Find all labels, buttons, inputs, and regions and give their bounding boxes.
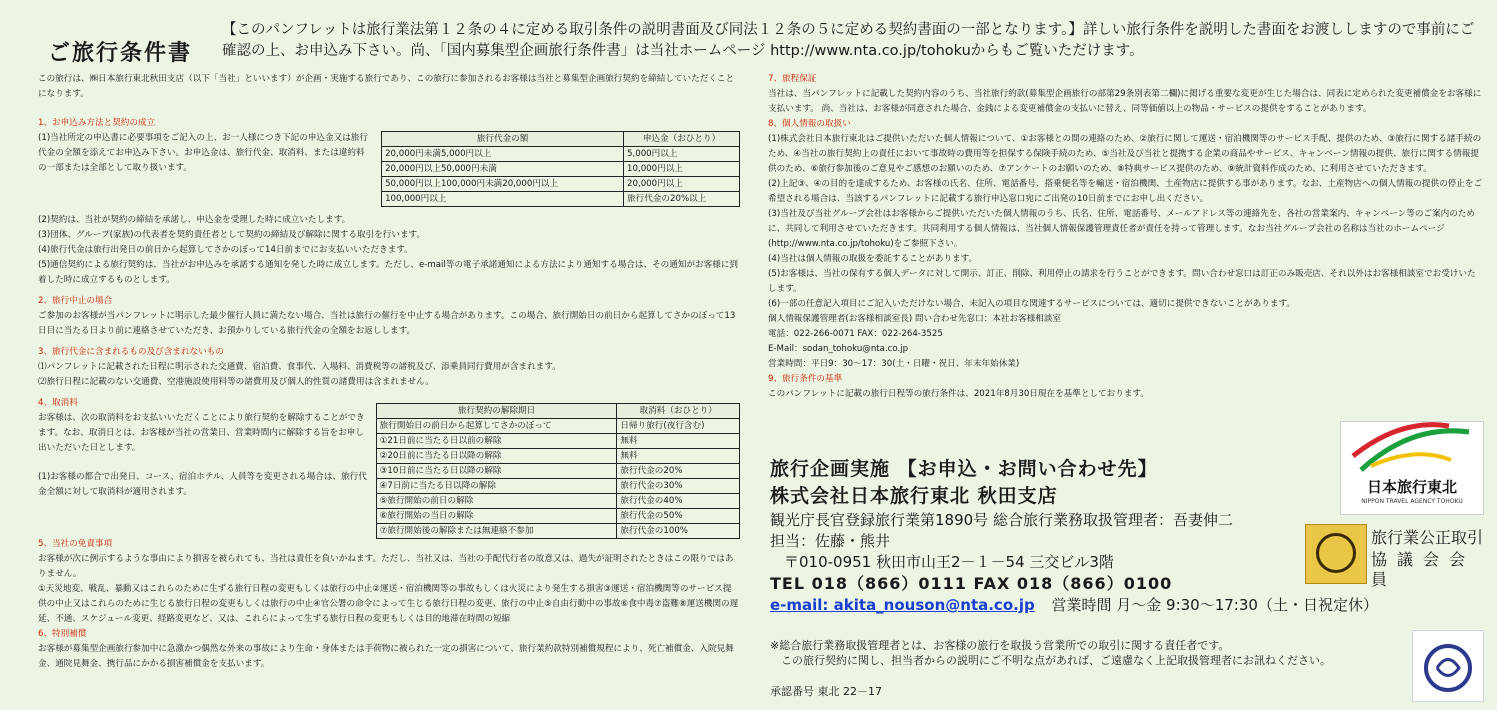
- table-row: [376, 479, 739, 494]
- privacy-manager: 個人情報保護管理者(お客様相談室長) 問い合わせ先窓口：本社お客様相談室: [768, 314, 1062, 324]
- table-header: 旅行代金の額: [382, 132, 624, 147]
- list-item: (5)通信契約による旅行契約は、当社がお申込みを承諾する通知を発した時に成立します。ただし、e-mail等の電子承諾通知による方法により通知する場合は、その通知がお客様に到着した時に成立するものとします。: [38, 260, 739, 285]
- table-row: [376, 449, 739, 464]
- list-item: (3)当社及び当社グループ会社はお客様からご提供いただいた個人情報のうち、氏名、住所、電話番号、メールアドレス等の連絡先を、各社の営業案内、キャンペーン等のご案内のために、共同して利用させていただきます。共同利用する個人情報は、当社個人情報保護管理責任者が責任を持って管理します。なお当社グループ会社の名称は当社のホームページ(http://www.nta.co.jp/tohoku)をご参照下さい。: [768, 209, 1475, 249]
- table-cell: 100,000円以上: [382, 192, 624, 207]
- s4-text2: (1)お客様の都合で出発日、コース、宿泊ホテル、人員等を変更される場合は、旅行代金全額に対して取消料が適用されます。: [38, 472, 367, 497]
- s4-row: [38, 405, 740, 539]
- list-item: (4)旅行代金は旅行出発日の前日から起算してさかのぼって14日前までにお支払いいただきます。: [38, 245, 413, 255]
- contact-block: [770, 456, 1378, 616]
- email-link[interactable]: e-mail: akita_nouson@nta.co.jp: [770, 596, 1035, 614]
- staff-name: 担当：佐藤・熊井: [770, 532, 891, 550]
- table-row: [376, 509, 739, 524]
- list-item: (1)株式会社日本旅行東北はご提供いただいた個人情報について、①お客様との間の連絡のため、②旅行に関して運送・宿泊機関等のサービス手配、提供のため、③旅行に関する諸手続のため、④当社の旅行契約上の責任において事故時の費用等を担保する保険手続のため、⑤当社及び当社と提携する企業の商品やサービス、キャンペーン情報の提供、旅行に関する情報提供のため、⑥旅行参加後のご意見やご感想のお願いのため、⑦アンケートのお願いのため、⑧特典サービス提供のため、⑨統計資料作成のため、に利用させていただきます。: [768, 134, 1482, 174]
- table-cell: 10,000円以上: [624, 162, 740, 177]
- table-header-row: [376, 404, 739, 419]
- section-title: 2、旅行中止の場合: [38, 296, 113, 306]
- table-cell: ⑦旅行開始後の解除または無連絡不参加: [376, 524, 617, 539]
- s1-row: [38, 131, 740, 207]
- table-cell: 無料: [617, 434, 740, 449]
- section-title: 3、旅行代金に含まれるもの及び含まれないもの: [38, 347, 224, 357]
- footnote-line-1: ※総合旅行業務取扱管理者とは、お客様の旅行を取扱う営業所での取引に関する責任者です。: [770, 639, 1230, 652]
- right-column: [768, 72, 1483, 402]
- company-name: 株式会社日本旅行東北 秋田支店: [770, 485, 1058, 507]
- list-item: (4)当社は個人情報の取扱を委託することがあります。: [768, 254, 978, 264]
- notice-text: 【このパンフレットは旅行業法第１２条の４に定める取引条件の説明書面及び同法１２条の５に定める契約書面の一部となります。】詳しい旅行条件を説明した書面をお渡ししますので事前にご確認の上、お申込み下さい。尚、「国内募集型企画旅行条件書」は当社ホームページ http://www.nta.co.jp/tohokuからもご覧いただけます。: [222, 22, 1475, 59]
- table-cell: 50,000円以上100,000円未満20,000円以上: [382, 177, 624, 192]
- page-title: ご旅行条件書: [48, 41, 193, 66]
- s9-text: このパンフレットに記載の旅行日程等の旅行条件は、2021年8月30日現在を基準としております。: [768, 389, 1149, 399]
- table-header: 申込金（おひとり）: [624, 132, 740, 147]
- table-cell: ①21日前に当たる日以前の解除: [376, 434, 617, 449]
- table-cell: 20,000円以上: [624, 177, 740, 192]
- table-cell: 日帰り旅行(夜行含む): [617, 419, 740, 434]
- table-cell: 旅行代金の40%: [617, 494, 740, 509]
- list-item: (6)一部の任意記入項目にご記入いただけない場合、未記入の項目な関連するサービスについては、適切に提供できないことがあります。: [768, 299, 1295, 309]
- privacy-email: E-Mail：sodan_tohoku@nta.co.jp: [768, 344, 909, 354]
- ntb-logo-en: NIPPON TRAVEL AGENCY TOHOKU: [1361, 498, 1463, 505]
- deposit-table: [381, 131, 740, 207]
- table-cell: ②20日前に当たる日以降の解除: [376, 449, 617, 464]
- table-row: [382, 192, 740, 207]
- list-item: ⑵旅行日程に記載のない交通費、空港施設使用料等の諸費用及び個人的性質の諸費用は含まれません。: [38, 377, 434, 387]
- table-row: [376, 464, 739, 479]
- kousei-seal-icon: [1305, 524, 1367, 584]
- table-row: [376, 494, 739, 509]
- section-title: 9、旅行条件の基準: [768, 374, 843, 384]
- section-title: 6、特別補償: [38, 629, 87, 639]
- table-cell: 旅行代金の20%以上: [624, 192, 740, 207]
- s7-text: 当社は、当パンフレットに記載した契約内容のうち、当社旅行約款(募集型企画旅行の部第29条別表第二欄)に掲げる重要な変更が生じた場合は、同表に定められた変更補償金をお客様に支払います。 尚、当社は、お客様が同意された場合、金銭による変更補償金の支払いに替え、同等価値以上の物品・サービスの提供をすることがあります。: [768, 89, 1482, 114]
- list-item: ⑴パンフレットに記載された日程に明示された交通費、宿泊費、食事代、入場料、消費税等の諸税及び、添乗員同行費用が含まれます。: [38, 362, 561, 372]
- left-column: [38, 72, 740, 672]
- ntb-logo-text: 日本旅行東北: [1366, 478, 1457, 496]
- table-header: 取消料（おひとり）: [617, 404, 740, 419]
- table-row: [382, 147, 740, 162]
- approval-number: 承認番号 東北 22－17: [770, 685, 882, 698]
- table-row: [382, 162, 740, 177]
- table-cell: ⑤旅行開始の前日の解除: [376, 494, 617, 509]
- cancellation-table: [376, 403, 740, 539]
- table-row: [376, 434, 739, 449]
- footnote: [770, 638, 1390, 668]
- s5-text: お客様が次に例示するような事由により損害を被られても、当社は責任を負いかねます。ただし、当社又は、当社の手配代行者の故意又は、過失が証明されたときはこの限りではありません。: [38, 554, 734, 579]
- table-cell: 5,000円以上: [624, 147, 740, 162]
- privacy-phone: 電話：022-266-0071 FAX：022-264-3525: [768, 329, 943, 339]
- email-row: [770, 595, 1378, 616]
- section-title: 5、当社の免責事項: [38, 539, 113, 549]
- table-row: [376, 419, 739, 434]
- table-cell: 旅行代金の100%: [617, 524, 740, 539]
- section-title: 7、旅程保証: [768, 74, 817, 84]
- section-title: 8、個人情報の取扱い: [768, 119, 851, 129]
- table-cell: 旅行開始日の前日から起算してさかのぼって: [376, 419, 617, 434]
- business-hours: 営業時間 月～金 9:30～17:30（土・日祝定休）: [1051, 596, 1378, 614]
- table-header-row: [382, 132, 740, 147]
- table-cell: 20,000円以上50,000円未満: [382, 162, 624, 177]
- s4-text: お客様は、次の取消料をお支払いいただくことにより旅行契約を解除することができます。なお、取消日とは、お客様が当社の営業日、営業時間内に解除する旨をお申し出いただいた日とします。: [38, 413, 365, 453]
- table-cell: ④7日前に当たる日以降の解除: [376, 479, 617, 494]
- table-row: [376, 524, 739, 539]
- certification-mark-icon: [1412, 630, 1484, 702]
- table-cell: 旅行代金の20%: [617, 464, 740, 479]
- intro-text: この旅行は、㈱日本旅行東北秋田支店（以下「当社」といいます）が企画・実施する旅行であり、この旅行に参加されるお客様は当社と募集型企画旅行契約を締結していただくことになります。: [38, 74, 735, 99]
- table-cell: 旅行代金の30%: [617, 479, 740, 494]
- kousei-text-1: 旅行業公正取引: [1371, 528, 1484, 547]
- table-cell: 20,000円未満5,000円以上: [382, 147, 624, 162]
- ntb-logo: [1340, 421, 1484, 515]
- address: 〒010-0951 秋田市山王2－１－54 三交ビル3階: [784, 553, 1114, 571]
- list-item: (3)団体、グループ(家族)の代表者を契約責任者として契約の締結及び解除に関する取引を行います。: [38, 230, 426, 240]
- s4-text-col: [38, 411, 370, 539]
- footnote-line-2: この旅行契約に関し、担当者からの説明にご不明な点があれば、ご遠慮なく上記取扱管理者にお訊ねください。: [781, 654, 1331, 667]
- section-title: 1、お申込み方法と契約の成立: [38, 118, 156, 128]
- s1-lines: [38, 213, 740, 288]
- table-header: 旅行契約の解除期日: [376, 404, 617, 419]
- s2-text: ご参加のお客様が当パンフレットに明示した最少催行人員に満たない場合、当社は旅行の催行を中止する場合があります。この場合、旅行開始日の前日から起算してさかのぼって13日目に当たる日より前に連絡させていただき、お預かりしている旅行代金の全額をお返しします。: [38, 311, 736, 336]
- registration-info: 観光庁長官登録旅行業第1890号 総合旅行業務取扱管理者：吾妻伸二: [770, 511, 1233, 529]
- s1-text: (1)当社所定の申込書に必要事項をご記入の上、お一人様につき下記の申込金又は旅行代金の全額を添えてお申込み下さい。お申込金は、旅行代金、取消料、または違約料の一部または全部として取り扱います。: [38, 133, 368, 173]
- contact-heading: 旅行企画実施 【お申込・お問い合わせ先】: [770, 458, 1158, 480]
- list-item: (5)お客様は、当社の保有する個人データに対して開示、訂正、削除、利用停止の請求を行うことができます。問い合わせ窓口は訂正のみ販売店、それ以外はお客様相談室でお受けいたします。: [768, 269, 1476, 294]
- tel-fax: TEL 018（866）0111 FAX 018（866）0100: [770, 574, 1173, 593]
- list-item: (2)上記③、④の目的を達成するため、お客様の氏名、住所、電話番号、搭乗便名等を輸送・宿泊機関、土産物店に提供する事があります。なお、土産物店への個人情報の提供の停止をご希望される場合は、当該するパンフレットに記載する旅行申込窓口宛にご出発の10日前までにお申し出ください。: [768, 179, 1483, 204]
- table-cell: ⑥旅行開始の当日の解除: [376, 509, 617, 524]
- table-cell: 無料: [617, 449, 740, 464]
- privacy-hours: 営業時間：平日9：30～17：30(土・日曜・祝日、年末年始休業): [768, 359, 1020, 369]
- list-item: (2)契約は、当社が契約の締結を承諾し、申込金を受理した時に成立いたします。: [38, 215, 351, 225]
- section-title: 4、取消料: [38, 398, 78, 408]
- s5-text2: ①天災地変、戦乱、暴動又はこれらのために生ずる旅行日程の変更もしくは旅行の中止②運送・宿泊機関等の事故もしくは火災により発生する損害③運送・宿泊機関等のサービス提供の中止又はこれらのために生じる旅行日程の変更もしくは旅行の中止④官公署の命令によって生じる旅行日程の変更、旅行の中止⑤自由行動中の事故⑥食中毒⑦盗難⑧運送機関の遅延、不通、スケジュール変更、経路変更など、又は、これらによって生ずる旅行日程の変更もしくは目的地滞在時間の短縮: [38, 584, 739, 624]
- s6-text: お客様が募集型企画旅行参加中に急激かつ偶然な外来の事故により生命・身体または手荷物に被られた一定の損害について、旅行業約款特別補償規程により、死亡補償金、入院見舞金、通院見舞金、携行品にかかる損害補償金を支払います。: [38, 644, 734, 669]
- table-cell: 旅行代金の50%: [617, 509, 740, 524]
- kousei-text-2: 協議会会員: [1371, 550, 1476, 589]
- table-cell: ③10日前に当たる日以降の解除: [376, 464, 617, 479]
- table-row: [382, 177, 740, 192]
- kousei-logo: [1305, 520, 1485, 600]
